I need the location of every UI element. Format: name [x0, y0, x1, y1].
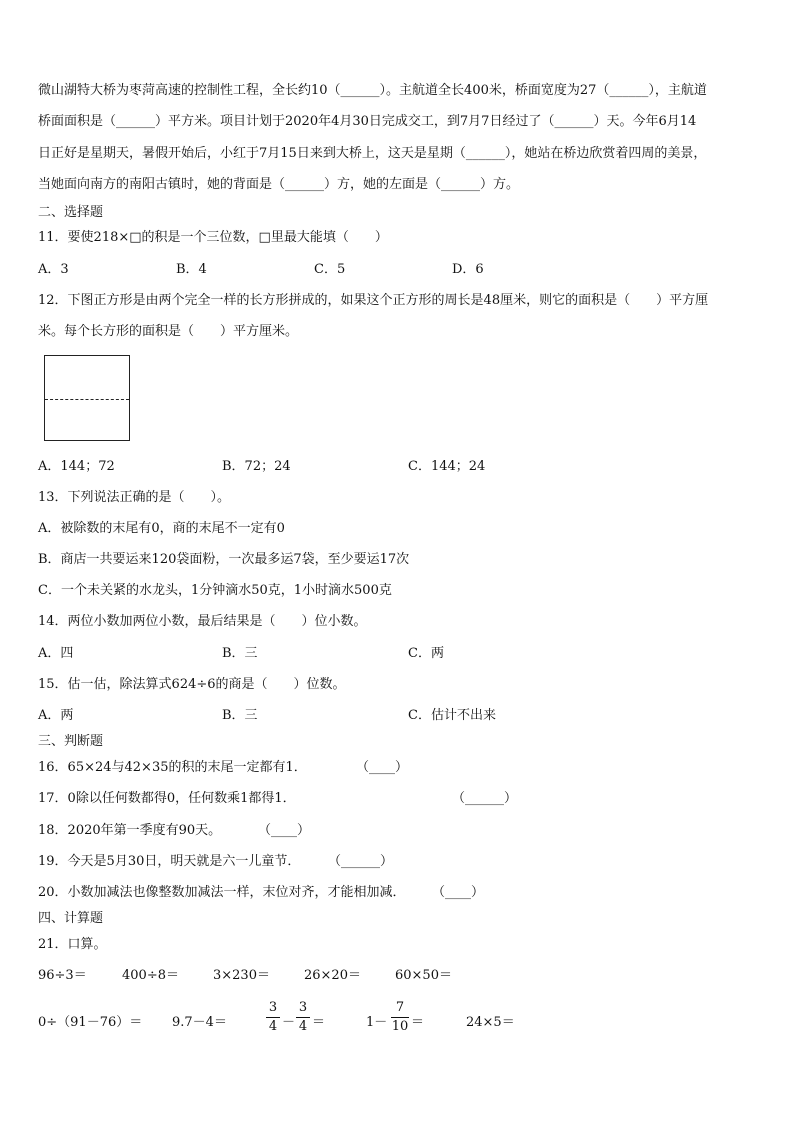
intro-line-2: 桥面面积是（______）平方米。项目计划于2020年4月30日完成交工，到7月7日经过了（______）天。今年6月14 — [38, 114, 697, 129]
numerator: 7 — [395, 1000, 405, 1015]
fraction-bar — [296, 1017, 310, 1018]
square-figure — [44, 355, 130, 441]
intro-line-3: 日正好是星期天，暑假开始后，小红于7月15日来到大桥上，这天是星期（______），她站在桥边欣赏着四周的美景， — [38, 146, 707, 161]
fraction-bar — [266, 1017, 280, 1018]
q14-option-a[interactable]: A．四 — [38, 646, 74, 661]
denominator: 4 — [298, 1019, 308, 1034]
q13-option-a[interactable]: A．被除数的末尾有0，商的末尾不一定有0 — [38, 521, 285, 536]
calc-3-mul-230: 3×230＝ — [213, 968, 270, 983]
question-18: 18．2020年第一季度有90天。 — [38, 823, 222, 838]
question-12-line-2: 米。每个长方形的面积是（ ）平方厘米。 — [38, 324, 299, 339]
calc-26-mul-20: 26×20＝ — [304, 968, 361, 983]
dashed-divider — [45, 399, 129, 400]
question-14: 14．两位小数加两位小数，最后结果是（ ）位小数。 — [38, 614, 367, 629]
q20-answer-blank[interactable]: （____） — [432, 885, 485, 900]
q18-answer-blank[interactable]: （____） — [258, 823, 311, 838]
question-13: 13．下列说法正确的是（ ）。 — [38, 490, 231, 505]
q11-option-d[interactable]: D．6 — [452, 262, 484, 277]
question-19: 19．今天是5月30日，明天就是六一儿童节． — [38, 854, 301, 869]
intro-line-1: 微山湖特大桥为枣菏高速的控制性工程，全长约10（______）。主航道全长400米，桥面宽度为27（______），主航道 — [38, 83, 707, 98]
denominator: 10 — [391, 1019, 409, 1034]
q12-option-a[interactable]: A．144；72 — [38, 459, 115, 474]
q11-option-c[interactable]: C．5 — [314, 262, 346, 277]
calc-60-mul-50: 60×50＝ — [395, 968, 452, 983]
question-20: 20．小数加减法也像整数加减法一样，末位对齐，才能相加减． — [38, 885, 406, 900]
q14-option-b[interactable]: B．三 — [222, 646, 258, 661]
equals-sign: ＝ — [312, 1015, 326, 1030]
q11-option-a[interactable]: A．3 — [38, 262, 69, 277]
question-17: 17．0除以任何数都得0，任何数乘1都得1． — [38, 791, 296, 806]
denominator: 4 — [268, 1019, 278, 1034]
fraction-3-4-b — [296, 1000, 310, 1035]
calc-zero-div: 0÷（91－76）＝ — [38, 1015, 143, 1030]
q11-option-b[interactable]: B．4 — [176, 262, 207, 277]
q17-answer-blank[interactable]: （______） — [452, 791, 518, 806]
numerator: 3 — [268, 1000, 278, 1015]
calc-96-div-3: 96÷3＝ — [38, 968, 87, 983]
q14-option-c[interactable]: C．两 — [408, 646, 444, 661]
q15-option-a[interactable]: A．两 — [38, 708, 74, 723]
fraction-bar — [391, 1017, 409, 1018]
numerator: 3 — [298, 1000, 308, 1015]
minus-sign: － — [282, 1015, 296, 1030]
calc-9-7-minus-4: 9.7－4＝ — [172, 1015, 227, 1030]
equals-sign: ＝ — [411, 1015, 425, 1030]
section-title-choice: 二、选择题 — [38, 205, 104, 220]
section-title-judge: 三、判断题 — [38, 734, 104, 749]
q13-option-b[interactable]: B．商店一共要运来120袋面粉，一次最多运7袋，至少要运17次 — [38, 552, 410, 567]
calc-24-mul-5: 24×5＝ — [466, 1015, 515, 1030]
question-11: 11．要使218×□的积是一个三位数，□里最大能填（ ） — [38, 230, 388, 245]
q15-option-b[interactable]: B．三 — [222, 708, 258, 723]
question-21: 21．口算。 — [38, 937, 107, 952]
q12-option-b[interactable]: B．72；24 — [222, 459, 291, 474]
intro-line-4: 当她面向南方的南阳古镇时，她的背面是（______）方，她的左面是（______）方。 — [38, 177, 520, 192]
q15-option-c[interactable]: C．估计不出来 — [408, 708, 496, 723]
q19-answer-blank[interactable]: （______） — [328, 854, 394, 869]
q12-option-c[interactable]: C．144；24 — [408, 459, 486, 474]
fraction-7-10 — [391, 1000, 409, 1035]
q13-option-c[interactable]: C．一个未关紧的水龙头，1分钟滴水50克，1小时滴水500克 — [38, 583, 392, 598]
one-minus: 1－ — [366, 1015, 388, 1030]
section-title-calc: 四、计算题 — [38, 911, 104, 926]
q16-answer-blank[interactable]: （____） — [356, 760, 409, 775]
question-15: 15．估一估，除法算式624÷6的商是（ ）位数。 — [38, 677, 346, 692]
fraction-3-4-a — [266, 1000, 280, 1035]
calc-400-div-8: 400÷8＝ — [122, 968, 179, 983]
question-16: 16．65×24与42×35的积的末尾一定都有1． — [38, 760, 307, 775]
question-12-line-1: 12．下图正方形是由两个完全一样的长方形拼成的，如果这个正方形的周长是48厘米，则它的面积是（ ）平方厘 — [38, 293, 709, 308]
